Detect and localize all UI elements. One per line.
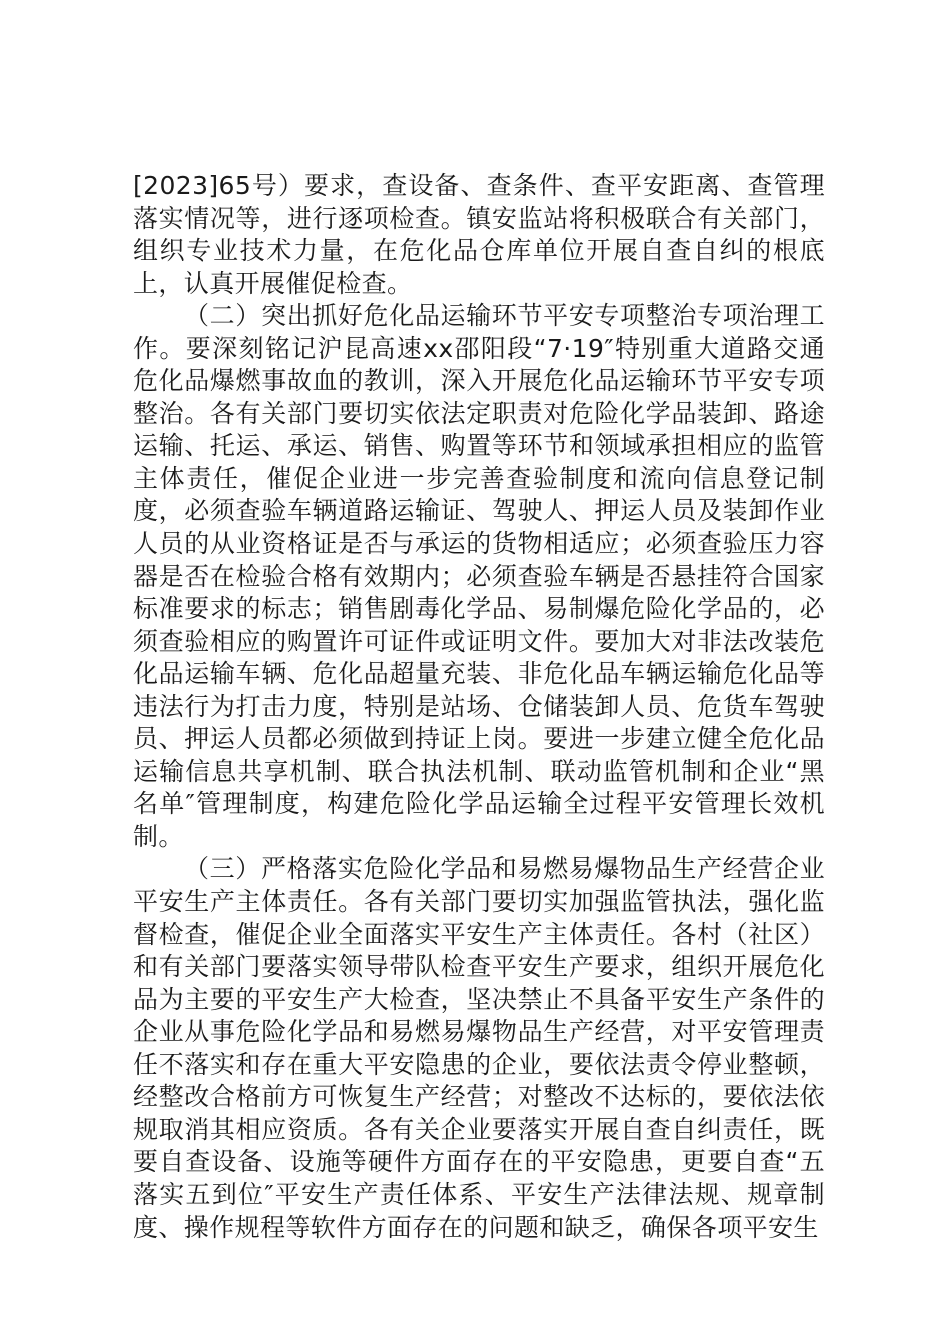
- paragraph-section-2: （二）突出抓好危化品运输环节平安专项整治专项治理工作。要深刻铭记沪昆高速xx邵阳段“7·19″特别重大道路交通危化品爆燃事故血的教训，深入开展危化品运输环节平安专项整治。各有关部门要切实依法定职责对危险化学品装卸、路途运输、托运、承运、销售、购置等环节和领域承担相应的监管主体责任，催促企业进一步完善查验制度和流向信息登记制度，必须查验车辆道路运输证、驾驶人、押运人员及装卸作业人员的从业资格证是否与承运的货物相适应；必须查验压力容器是否在检验合格有效期内；必须查验车辆是否悬挂符合国家标准要求的标志；销售剧毒化学品、易制爆危险化学品的，必须查验相应的购置许可证件或证明文件。要加大对非法改装危化品运输车辆、危化品超量充装、非危化品车辆运输危化品等违法行为打击力度，特别是站场、仓储装卸人员、危货车驾驶员、押运人员都必须做到持证上岗。要进一步建立健全危化品运输信息共享机制、联合执法机制、联动监管机制和企业“黑名单″管理制度，构建危险化学品运输全过程平安管理长效机制。: [133, 301, 825, 851]
- paragraph-section-3: （三）严格落实危险化学品和易燃易爆物品生产经营企业平安生产主体责任。各有关部门要切实加强监管执法，强化监督检查，催促企业全面落实平安生产主体责任。各村（社区）和有关部门要落实领导带队检查平安生产要求，组织开展危化品为主要的平安生产大检查，坚决禁止不具备平安生产条件的企业从事危险化学品和易燃易爆物品生产经营，对平安管理责任不落实和存在重大平安隐患的企业，要依法责令停业整顿，经整改合格前方可恢复生产经营；对整改不达标的，要依法依规取消其相应资质。各有关企业要落实开展自查自纠责任，既要自查设备、设施等硬件方面存在的平安隐患，更要自查“五落实五到位″平安生产责任体系、平安生产法律法规、规章制度、操作规程等软件方面存在的问题和缺乏，确保各项平安生: [133, 854, 825, 1242]
- document-body: [133, 170, 825, 1244]
- paragraph-continuation: [2023]65号）要求，查设备、查条件、查平安距离、查管理落实情况等，进行逐项检查。镇安监站将积极联合有关部门，组织专业技术力量，在危化品仓库单位开展自查自纠的根底上，认真开展催促检查。: [133, 171, 825, 298]
